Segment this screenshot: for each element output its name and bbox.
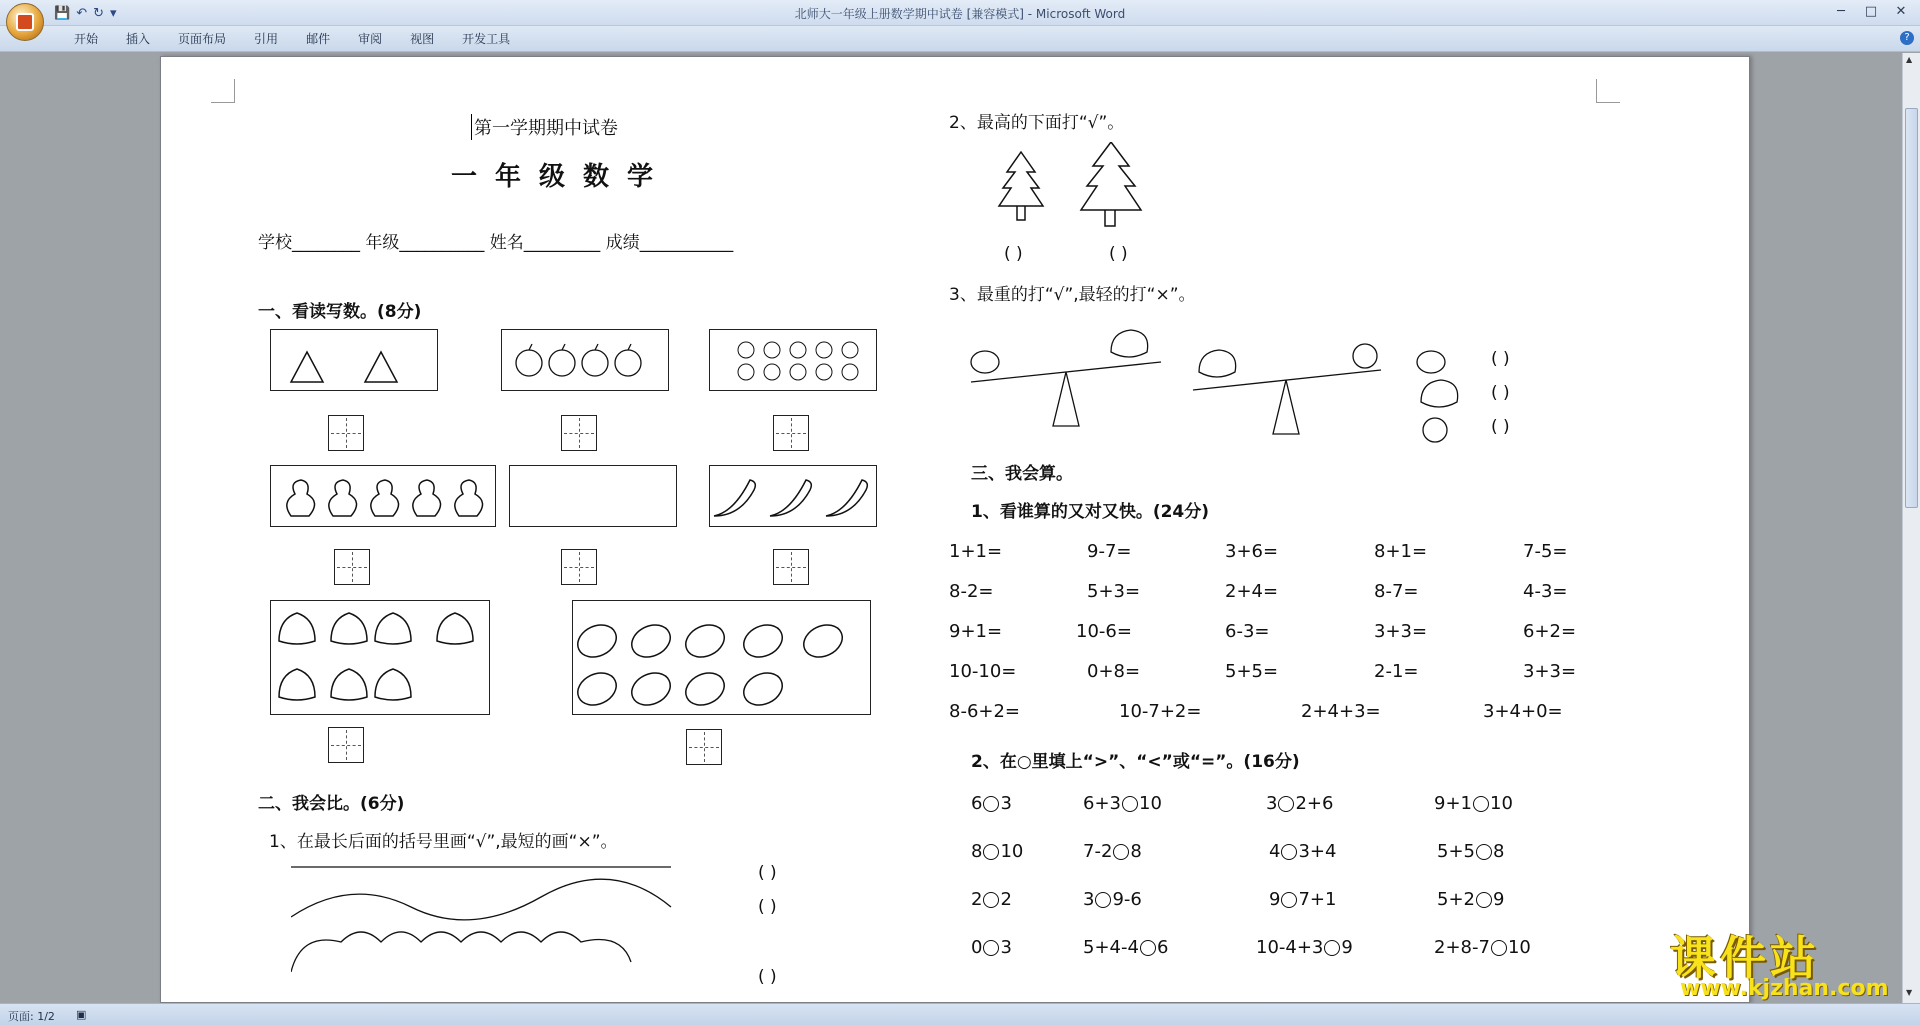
calc-item: 8-7= <box>1374 581 1419 602</box>
calc-item: 5+3= <box>1087 581 1141 602</box>
blank-circle[interactable] <box>1473 796 1489 812</box>
calc-item: 2+4+3= <box>1301 701 1381 722</box>
close-button[interactable]: ✕ <box>1895 4 1907 19</box>
proofing-icon[interactable]: ▣ <box>76 1008 87 1021</box>
tab-developer[interactable]: 开发工具 <box>462 32 511 46</box>
redo-icon[interactable]: ↻ <box>93 5 104 21</box>
picture-box-apples <box>501 329 669 391</box>
calc-item: 2+4= <box>1225 581 1279 602</box>
section-2-heading: 二、我会比。(6分) <box>258 794 405 814</box>
blank-circle[interactable] <box>1113 844 1129 860</box>
compare-item: 4 3+4 <box>1269 841 1337 862</box>
blank-circle[interactable] <box>1281 844 1297 860</box>
answer-paren[interactable]: ( ) <box>1491 383 1510 403</box>
scroll-thumb[interactable] <box>1905 108 1918 508</box>
calc-item: 7-5= <box>1523 541 1568 562</box>
blank-circle[interactable] <box>983 844 999 860</box>
bananas-icon <box>710 466 878 528</box>
watermark-url: www.kjzhan.com <box>1680 976 1889 1001</box>
lines-comparison-figure <box>291 857 681 977</box>
document-page[interactable] <box>160 56 1750 1003</box>
section-1-heading: 一、看读写数。(8分) <box>258 302 422 322</box>
ribbon-tabs <box>60 30 524 48</box>
blank-circle[interactable] <box>1095 892 1111 908</box>
calc-item: 2-1= <box>1374 661 1419 682</box>
tab-insert[interactable]: 插入 <box>126 32 151 46</box>
compare-item: 5+5 8 <box>1437 841 1505 862</box>
answer-paren[interactable]: ( ) <box>1491 417 1510 437</box>
apples-icon <box>502 330 670 392</box>
compare-item: 6+3 10 <box>1083 793 1162 814</box>
calc-item: 3+3= <box>1374 621 1428 642</box>
peaches-icon <box>271 601 491 716</box>
blank-circle[interactable] <box>1491 940 1507 956</box>
ribbon <box>0 26 1920 52</box>
calc-item: 0+8= <box>1087 661 1141 682</box>
picture-box-watermelons <box>572 600 871 715</box>
compare-item: 3 9-6 <box>1083 889 1142 910</box>
tab-view[interactable]: 视图 <box>410 32 435 46</box>
crop-mark <box>1596 79 1620 103</box>
answer-box[interactable] <box>334 549 370 585</box>
answer-box[interactable] <box>561 415 597 451</box>
window-title: 北师大一年级上册数学期中试卷 [兼容模式] - Microsoft Word <box>794 7 1126 21</box>
watermelons-icon <box>573 601 872 716</box>
title-bar <box>0 0 1920 26</box>
calc-item: 1+1= <box>949 541 1003 562</box>
answer-box[interactable] <box>328 727 364 763</box>
exam-heading: 第一学期期中试卷 <box>471 114 618 140</box>
site-watermark <box>1670 922 1900 1002</box>
exam-subject-title: 一年级数学 <box>451 162 672 192</box>
compare-item: 9 7+1 <box>1269 889 1337 910</box>
compare-item: 7-2 8 <box>1083 841 1142 862</box>
compare-item: 5+2 9 <box>1437 889 1505 910</box>
blank-circle[interactable] <box>1140 940 1156 956</box>
picture-box-pears <box>270 465 496 527</box>
office-button[interactable] <box>6 3 44 41</box>
compare-item: 8 10 <box>971 841 1024 862</box>
calc-item: 10-10= <box>949 661 1017 682</box>
blank-circle[interactable] <box>1476 844 1492 860</box>
section-3-question-2: 2、在○里填上“>”、“<”或“=”。(16分) <box>971 752 1300 772</box>
answer-box[interactable] <box>686 729 722 765</box>
tab-review[interactable]: 审阅 <box>358 32 383 46</box>
calc-item: 8+1= <box>1374 541 1428 562</box>
balance-scales-figure <box>961 322 1521 482</box>
tab-mailings[interactable]: 邮件 <box>306 32 331 46</box>
blank-circle[interactable] <box>983 940 999 956</box>
status-bar <box>0 1003 1920 1025</box>
crop-mark <box>211 79 235 103</box>
calc-item: 10-6= <box>1076 621 1132 642</box>
pears-icon <box>271 466 497 528</box>
undo-icon[interactable]: ↶ <box>76 5 88 21</box>
answer-paren[interactable]: ( ) <box>1004 244 1023 264</box>
calc-item: 5+5= <box>1225 661 1279 682</box>
flowers-icon <box>710 330 878 392</box>
tab-home[interactable]: 开始 <box>74 32 99 46</box>
answer-box[interactable] <box>328 415 364 451</box>
answer-paren[interactable]: ( ) <box>758 967 777 987</box>
question-tallest: 2、最高的下面打“√”。 <box>949 113 1125 133</box>
page-indicator[interactable]: 页面: 1/2 <box>8 1010 55 1023</box>
blank-circle[interactable] <box>1122 796 1138 812</box>
answer-paren[interactable]: ( ) <box>758 863 777 883</box>
compare-item: 0 3 <box>971 937 1012 958</box>
tab-references[interactable]: 引用 <box>254 32 279 46</box>
compare-item: 6 3 <box>971 793 1012 814</box>
calc-item: 6+2= <box>1523 621 1577 642</box>
answer-box[interactable] <box>773 549 809 585</box>
answer-paren[interactable]: ( ) <box>1109 244 1128 264</box>
blank-circle[interactable] <box>1278 796 1294 812</box>
compare-item: 10-4+3 9 <box>1256 937 1353 958</box>
picture-box-bananas <box>709 465 877 527</box>
calc-item: 4-3= <box>1523 581 1568 602</box>
trees-icon <box>991 142 1151 242</box>
picture-box-triangles <box>270 329 438 391</box>
calc-item: 10-7+2= <box>1119 701 1202 722</box>
customize-qat-icon[interactable]: ▾ <box>110 5 117 21</box>
compare-item: 9+1 10 <box>1434 793 1513 814</box>
calc-item: 9-7= <box>1087 541 1132 562</box>
blank-circle[interactable] <box>1281 892 1297 908</box>
vertical-scrollbar[interactable] <box>1902 53 1920 1003</box>
calc-item: 6-3= <box>1225 621 1270 642</box>
compare-item: 5+4-4 6 <box>1083 937 1169 958</box>
blank-circle[interactable] <box>1324 940 1340 956</box>
save-icon[interactable]: 💾 <box>54 5 71 21</box>
calc-item: 9+1= <box>949 621 1003 642</box>
compare-item: 2+8-7 10 <box>1434 937 1531 958</box>
calc-item: 3+4+0= <box>1483 701 1563 722</box>
scroll-up-icon[interactable]: ▲ <box>1906 55 1913 64</box>
answer-box[interactable] <box>773 415 809 451</box>
blank-circle[interactable] <box>1476 892 1492 908</box>
student-info-line: 学校________ 年级__________ 姓名_________ 成绩___________ <box>258 233 734 253</box>
blank-circle[interactable] <box>983 892 999 908</box>
answer-paren[interactable]: ( ) <box>1491 349 1510 369</box>
triangles-icon <box>271 330 439 392</box>
tab-page-layout[interactable]: 页面布局 <box>178 32 227 46</box>
calc-item: 8-2= <box>949 581 994 602</box>
picture-box-empty <box>509 465 677 527</box>
picture-box-peaches <box>270 600 490 715</box>
minimize-button[interactable]: ─ <box>1837 4 1845 19</box>
calc-item: 3+3= <box>1523 661 1577 682</box>
compare-item: 2 2 <box>971 889 1012 910</box>
compare-item: 3 2+6 <box>1266 793 1334 814</box>
answer-paren[interactable]: ( ) <box>758 897 777 917</box>
maximize-button[interactable]: □ <box>1864 4 1878 19</box>
question-heaviest: 3、最重的打“√”,最轻的打“×”。 <box>949 285 1196 305</box>
watermark-title: 课件站 <box>1670 931 1820 985</box>
section-3-heading: 三、我会算。 <box>971 464 1073 484</box>
section-2-question-1: 1、在最长后面的括号里画“√”,最短的画“×”。 <box>269 832 618 852</box>
section-3-question-1: 1、看谁算的又对又快。(24分) <box>971 502 1210 522</box>
answer-box[interactable] <box>561 549 597 585</box>
help-icon[interactable]: ? <box>1900 31 1914 45</box>
blank-circle[interactable] <box>983 796 999 812</box>
office-logo-icon <box>16 13 34 31</box>
calc-item: 3+6= <box>1225 541 1279 562</box>
window-controls <box>1826 2 1916 22</box>
scroll-down-icon[interactable]: ▼ <box>1906 988 1913 997</box>
picture-box-flowers <box>709 329 877 391</box>
calc-item: 8-6+2= <box>949 701 1021 722</box>
